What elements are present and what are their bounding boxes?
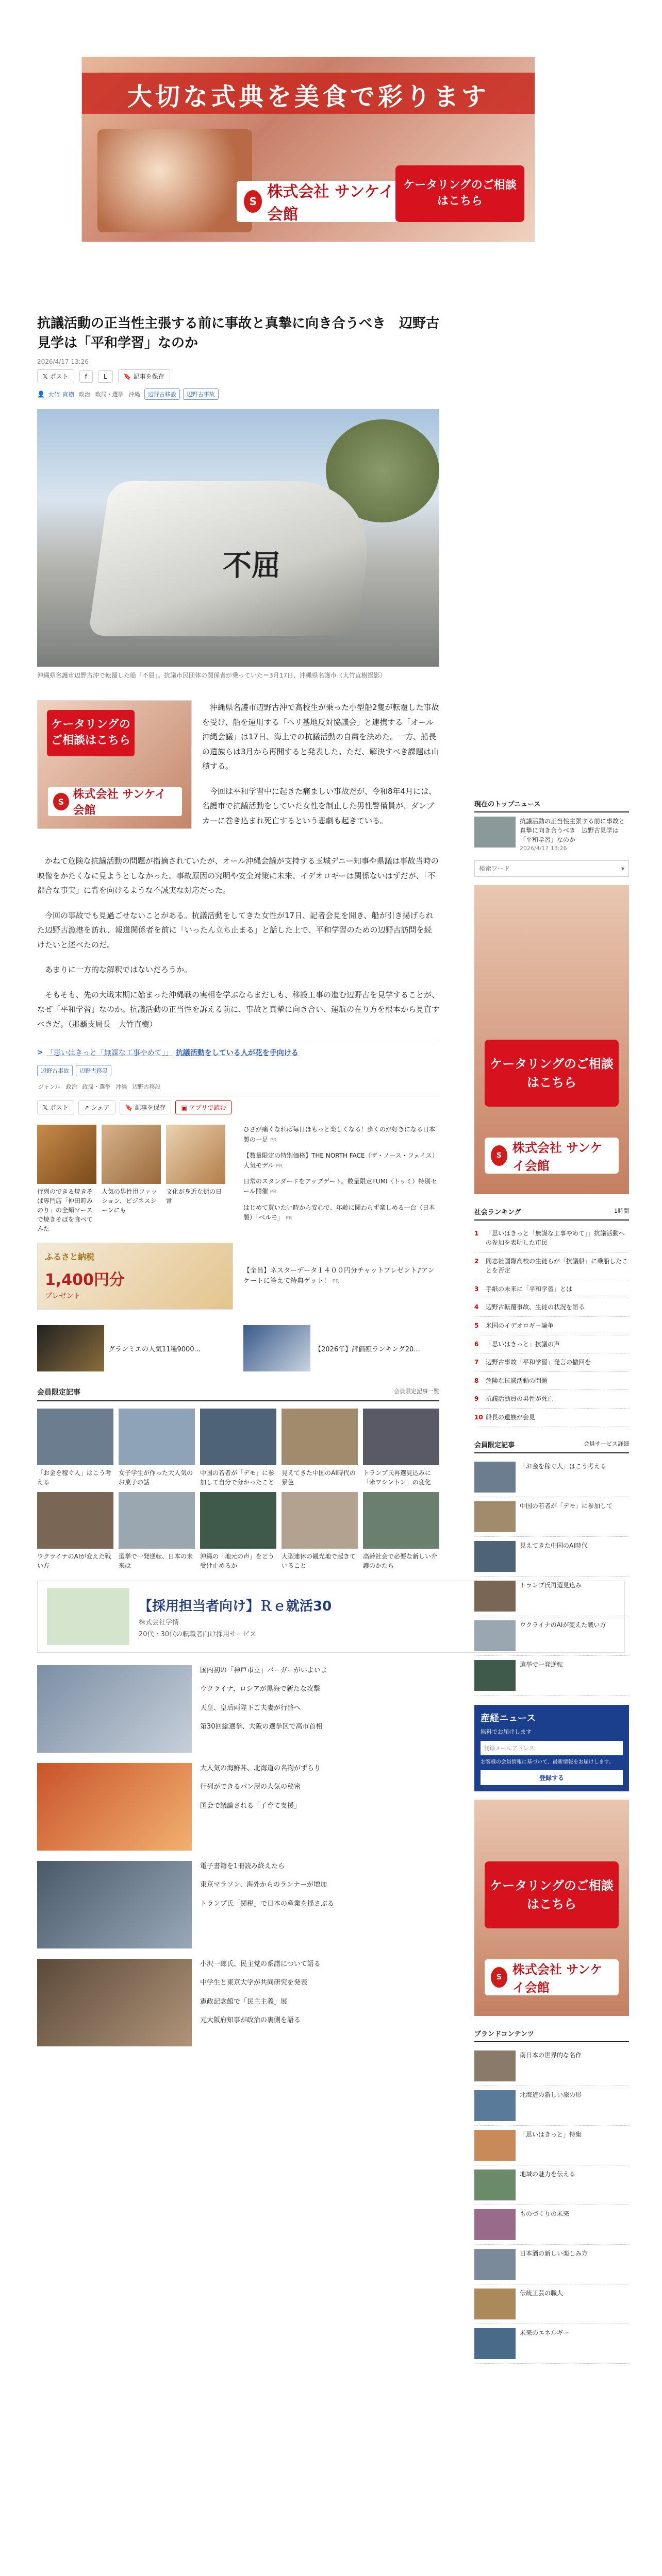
x-share-label: ポスト <box>49 373 69 381</box>
newsletter-box <box>474 1705 629 1791</box>
brand-item[interactable] <box>474 2205 629 2245</box>
bottom-list-row <box>37 1665 439 1753</box>
tag-okinawa[interactable]: 沖縄 <box>128 391 140 398</box>
article-headline: 抗議活動の正当性主張する前に事故と真摯に向き合うべき 辺野古見学は「平和学習」なのか <box>37 316 440 351</box>
bottom-list-row <box>37 1763 439 1851</box>
bottom-list-links <box>200 1959 439 2046</box>
ranking-number: 10 <box>474 1414 483 1421</box>
newsletter-note: お客様の会員情報に基づいて、最新情報をお届けします。 <box>481 1759 614 1765</box>
logo-mark-icon: S <box>491 1967 507 1988</box>
ranking-number: 3 <box>474 1285 479 1293</box>
bottom-list-links <box>200 1665 439 1753</box>
related-links <box>37 1042 439 1114</box>
ranking-text: 「思いはきっと「無謀な工事やめて」」抗議活動への参加を表明した市民 <box>486 1229 625 1247</box>
members-grid <box>37 1409 439 1570</box>
banner-cta-button[interactable]: ケータリングのご相談はこちら <box>395 165 524 222</box>
logo-mark-icon: S <box>244 190 262 213</box>
ranking-text: 米国のイデオロギー論争 <box>486 1322 554 1330</box>
side-ad-cta[interactable]: ケータリングのご相談はこちら <box>485 1040 619 1107</box>
category-link[interactable]: 辺野古移設 <box>132 1083 161 1091</box>
pr-block <box>37 1125 439 1233</box>
ranking-text: 抗議活動員の男性が死亡 <box>486 1395 554 1403</box>
tag-election[interactable]: 政局・選挙 <box>95 391 124 398</box>
brand-text: 「思いはきっと」特集 <box>520 2130 582 2138</box>
brand-text: ものづくりの未来 <box>520 2210 570 2217</box>
pr-thumb[interactable] <box>102 1125 161 1233</box>
pr-thumb[interactable] <box>166 1125 225 1233</box>
pr-thumb-text: 人気の男性用ファッション、ビジネスシーンにも <box>102 1188 157 1214</box>
pr-link[interactable] <box>243 1203 439 1223</box>
article-paragraph: かねて危険な抗議活動の問題が指摘されていたが、オール沖縄会議が支持する玉城デニー知事や県議は事故当時の映像をかたくなに見ようとしなかった。事故原因の究明や安全対策に未来、イデオロギーは関係ないはずだが、「不都合な事実」に背を向けるような不誠実な対応だった。 <box>37 856 439 895</box>
brand-image <box>474 2289 516 2319</box>
inline-ad-logo <box>48 787 182 816</box>
bottom-list-link[interactable]: 憲政記念館で「民主主義」展 <box>200 1997 288 2006</box>
members-card-text: ウクライナのAIが変えた戦い方 <box>37 1553 111 1570</box>
pr-label: PR <box>270 1137 277 1143</box>
share-row <box>37 369 439 383</box>
members-card-image <box>119 1409 195 1465</box>
side-members-title <box>474 1439 629 1453</box>
chevron-down-icon: ▾ <box>621 865 624 872</box>
side-news-item[interactable] <box>474 817 629 853</box>
ranking-number: 2 <box>474 1257 479 1265</box>
recruit-desc: 20代・30代の転職者向け採用サービス <box>139 1630 257 1638</box>
recruit-title: 【採用担当者向け】Ｒｅ就活30 <box>139 1598 332 1614</box>
side-ad-logo-text: 株式会社 サンケイ会館 <box>512 1962 603 1995</box>
article-date: 2026/4/17 13:26 <box>37 358 89 366</box>
promo-ad-amount: 1,400円分 <box>45 1271 125 1290</box>
pr-text-links <box>243 1125 439 1233</box>
members-section-title <box>37 1387 439 1401</box>
members-card[interactable] <box>119 1409 195 1487</box>
sidebar <box>474 799 629 2364</box>
x-icon: 𝕏 <box>43 1104 48 1111</box>
bookmark-icon: 🔖 <box>123 372 131 380</box>
brand-title <box>474 2028 629 2042</box>
members-card-text: トランプ氏再選見込みに「米ワシントン」の変化 <box>363 1469 432 1486</box>
ranking-text: 同志社国際高校の生徒らが「抗議船」に乗船したことを否定 <box>486 1257 628 1275</box>
members-card-image <box>200 1409 276 1465</box>
brand-text: 未来のエネルギー <box>520 2329 570 2336</box>
members-card[interactable] <box>282 1492 358 1570</box>
mini-card-text: 【2026年】評価額ランキング20... <box>315 1345 420 1353</box>
members-card[interactable] <box>363 1492 439 1570</box>
side-members-item[interactable] <box>474 1656 629 1696</box>
bottom-list-row <box>37 1959 439 2046</box>
side-members-item[interactable] <box>474 1616 629 1656</box>
bottom-list-image[interactable] <box>37 1959 192 2046</box>
ranking-number: 8 <box>474 1377 479 1384</box>
spacer <box>37 838 439 854</box>
article-body <box>37 700 439 1031</box>
inline-ad-logo-text: 株式会社 サンケイ会館 <box>73 788 167 818</box>
app-label: アプリで読む <box>189 1104 226 1112</box>
bottom-list-link[interactable]: 元大阪府知事が政治の裏側を語る <box>200 2016 301 2024</box>
members-card-text: 「お金を稼ぐ人」はこう考える <box>37 1469 112 1486</box>
members-card[interactable] <box>200 1492 276 1570</box>
pr-thumb-image <box>166 1125 225 1184</box>
members-card-image <box>37 1492 113 1549</box>
pr-thumb-image <box>37 1125 96 1184</box>
ranking-item[interactable] <box>474 1298 629 1317</box>
promo-ad-title: ふるさと納税 <box>45 1252 95 1262</box>
article-paragraph: 今回は平和学習中に起きた痛ましい事故だが、令和8年4月には、名護市で抗議活動をしていた女性を制止した男性警備員が、ダンプカーに巻き込まれ死亡するという悲劇も起きている。 <box>202 786 437 825</box>
bottom-list-link[interactable]: 行列ができるパン屋の人気の秘密 <box>200 1783 301 1791</box>
x-share-button[interactable] <box>37 369 74 383</box>
bookmark-label: 記事を保存 <box>133 373 164 381</box>
logo-mark-icon: S <box>53 793 69 810</box>
brand-heading: ブランドコンテンツ <box>474 2030 534 2038</box>
banner-title: 大切な式典を美食で彩ります <box>127 82 489 111</box>
side-members-item[interactable] <box>474 1577 629 1616</box>
members-card-text: 中国の若者が「デモ」に参加して自分で分かったこと <box>200 1469 275 1486</box>
ranking-number: 5 <box>474 1322 479 1330</box>
author-icon: 👤 <box>37 391 45 398</box>
pr-thumb-image <box>102 1125 161 1184</box>
members-card-text: 沖縄の「地元の声」をどう受け止めるか <box>200 1553 275 1570</box>
members-card-image <box>119 1492 195 1549</box>
top-banner-ad[interactable] <box>81 57 535 242</box>
bottom-list <box>37 1665 439 2046</box>
banner-logo <box>237 181 402 222</box>
mini-cards <box>37 1325 439 1371</box>
brand-item[interactable] <box>474 2046 629 2086</box>
members-card[interactable] <box>37 1409 113 1487</box>
side-members-text: 見えてきた中国のAI時代 <box>520 1541 588 1549</box>
ranking-number: 7 <box>474 1359 479 1366</box>
members-card-text: 高齢社会で必要な新しい介護のかたち <box>363 1553 438 1570</box>
members-card[interactable] <box>363 1409 439 1487</box>
members-card-image <box>37 1409 113 1465</box>
side-news-image <box>474 817 516 848</box>
ranking-text: 船長の遺族が会見 <box>486 1414 536 1421</box>
newsletter-subtitle: 無料でお届けします <box>481 1728 532 1735</box>
mini-card[interactable] <box>243 1325 439 1371</box>
members-card[interactable] <box>37 1492 113 1570</box>
logo-mark-icon: S <box>491 1145 507 1166</box>
bottom-list-image[interactable] <box>37 1763 192 1851</box>
pr-link-text: はじめて買いたい時から安心で、年齢に関わらず楽しめる一台（日本製）「ベルモ」 <box>243 1204 435 1221</box>
members-card-text: 選挙で一発逆転、日本の未来は <box>119 1553 193 1570</box>
brand-image <box>474 2090 516 2121</box>
pr-link[interactable] <box>243 1125 439 1144</box>
mini-card[interactable] <box>37 1325 233 1371</box>
app-button[interactable] <box>175 1100 231 1114</box>
recruit-company: 株式会社学情 <box>139 1618 179 1626</box>
pr-link[interactable] <box>243 1151 439 1171</box>
side-members-item[interactable] <box>474 1537 629 1577</box>
side-members-image <box>474 1501 516 1532</box>
brand-image <box>474 2328 516 2359</box>
x-icon: 𝕏 <box>43 372 48 380</box>
facebook-icon: f <box>85 372 87 380</box>
side-members-item[interactable] <box>474 1458 629 1497</box>
ranking-period[interactable]: 1時間 <box>614 1207 629 1214</box>
ranking-text: 危険な抗議活動の問題 <box>486 1377 548 1384</box>
bottom-list-link[interactable]: 第30回総選挙、大阪の選挙区で高市首相 <box>200 1722 323 1731</box>
ranking-item[interactable] <box>474 1280 629 1299</box>
category-link[interactable]: 政治 <box>65 1083 77 1091</box>
pr-label: PR <box>270 1189 277 1195</box>
pr-link-text: 【数量限定の特別価格】THE NORTH FACE（ザ・ノース・フェイス）人気モデル <box>243 1151 438 1169</box>
promo-text[interactable] <box>243 1266 439 1287</box>
members-card-image <box>282 1492 358 1549</box>
brand-text: 南日本の世界的な名作 <box>520 2051 582 2059</box>
bottom-list-link[interactable]: 電子書籍を1冊読み終えたら <box>200 1862 285 1871</box>
facebook-share-button[interactable] <box>79 370 93 383</box>
inline-ad[interactable] <box>37 700 192 829</box>
brand-text: 北海道の新しい旅の形 <box>520 2091 582 2098</box>
line-icon: L <box>103 372 107 380</box>
share-icon: ↗ <box>84 1104 89 1111</box>
category-link[interactable]: 沖縄 <box>115 1083 127 1091</box>
side-ad-logo <box>485 1959 619 1995</box>
side-members-text: トランプ氏再選見込み <box>520 1581 582 1589</box>
article-photo[interactable] <box>37 409 439 667</box>
related-link[interactable]: 「思いはきっと「無謀な工事やめて」」 <box>46 1049 173 1058</box>
bottom-list-links <box>200 1861 439 1948</box>
bottom-list-links <box>200 1763 439 1851</box>
bottom-list-link[interactable]: 国会で議論される「子育て支援」 <box>200 1802 301 1810</box>
bottom-list-link[interactable]: 小沢一郎氏、民主党の系譜について語る <box>200 1960 321 1969</box>
ranking-item[interactable] <box>474 1317 629 1335</box>
tag-politics[interactable]: 政治 <box>78 391 90 398</box>
members-card-text: 大型連休の観光地で起きていること <box>282 1553 356 1570</box>
side-members-item[interactable] <box>474 1497 629 1537</box>
ranking-text: 辺野古転覆事故、生徒の状況を語る <box>486 1303 585 1311</box>
ranking-item[interactable] <box>474 1225 629 1252</box>
bookmark-button[interactable] <box>118 369 170 383</box>
save-label: 記事を保存 <box>135 1104 166 1112</box>
side-ad-second[interactable] <box>474 1800 629 2016</box>
newsletter-title: 産経ニュース <box>481 1713 536 1724</box>
bottom-list-link[interactable]: ウクライナ、ロシアが黒海で新たな攻撃 <box>200 1685 320 1693</box>
share-button[interactable] <box>78 1100 115 1114</box>
side-news-body <box>520 817 629 853</box>
article-tags <box>37 388 439 400</box>
x-share-label: ポスト <box>49 1104 69 1112</box>
article-paragraph: そもそも、先の大戦末期に始まった沖縄戦の実相を学ぶならまだしも、移設工事の進む辺野古を見学することが、なぜ「平和学習」なのか。抗議活動の正当性を訴える前に、事故と真摯に向き合い、運航の在り方を根本から見直すべきだ。（那覇支局長 大竹直樹） <box>37 990 440 1029</box>
side-members-text: ウクライナのAIが変えた戦い方 <box>520 1621 606 1629</box>
ranking-number: 9 <box>474 1395 479 1403</box>
side-members-text: 「お金を稼ぐ人」はこう考える <box>520 1462 607 1470</box>
side-ad-logo-text: 株式会社 サンケイ会館 <box>512 1140 603 1173</box>
side-ad-logo <box>485 1138 619 1174</box>
tag-henoko-relocation[interactable]: 辺野古移設 <box>144 388 180 400</box>
pr-thumb[interactable] <box>37 1125 96 1233</box>
x-share-button[interactable] <box>37 1100 74 1114</box>
side-members-text: 選挙で一発逆転 <box>520 1660 564 1668</box>
pr-thumb-text: 行列のできる焼きそば専門店「仲田町みのり」の全麺ソースで焼きそばを食べてみた <box>37 1188 93 1233</box>
members-card-image <box>363 1409 439 1465</box>
pr-link[interactable] <box>243 1177 439 1196</box>
bottom-list-link[interactable]: 東京マラソン、海外からのランナーが増加 <box>200 1881 327 1889</box>
banner-logo-text: 株式会社 サンケイ会館 <box>267 183 394 224</box>
mini-card-text: グランミエの人気11種9000... <box>108 1345 201 1353</box>
search-placeholder: 検索ワード <box>479 865 510 872</box>
newsletter-email-field[interactable]: 登録メールアドレス <box>481 1741 623 1755</box>
save-button[interactable] <box>120 1100 172 1114</box>
members-card-image <box>200 1492 276 1549</box>
ranking-number: 1 <box>474 1229 479 1237</box>
side-members-image <box>474 1541 516 1572</box>
bottom-list-image[interactable] <box>37 1665 192 1753</box>
brand-item[interactable] <box>474 2165 629 2205</box>
members-card-text: 見えてきた中国のAI時代の景色 <box>282 1469 356 1486</box>
side-news-title <box>474 799 629 812</box>
side-news-date: 2026/4/17 13:26 <box>520 845 567 852</box>
related-row <box>37 1042 439 1060</box>
members-card-image <box>282 1409 358 1465</box>
brand-item[interactable] <box>474 2284 629 2324</box>
brand-text: 地域の魅力を伝える <box>520 2170 576 2178</box>
main-column <box>37 314 439 2057</box>
promo-ad-sub: プレゼント <box>45 1292 81 1301</box>
promo-text-body: 【全員】ネスターデータ１４００円分チャットプレゼント♪アンケートに答えて特典ゲット！ <box>243 1266 435 1285</box>
ranking-item[interactable] <box>474 1390 629 1409</box>
bottom-list-link[interactable]: 中学生と東京大学が共同研究を発表 <box>200 1979 308 1987</box>
brand-item[interactable] <box>474 2324 629 2364</box>
pr-label: PR <box>276 1163 283 1169</box>
brand-item[interactable] <box>474 2086 629 2126</box>
article-paragraph: 今回の事故でも見過ごせないことがある。抗議活動をしてきた女性が17日、記者会見を開き、船が引き揚げられた辺野古漁港を訪れ、報道関係者を前に「いったん立ち止まる」と話した上で、平和学習のための辺野古訪問を続けたいと述べたのだ。 <box>37 910 434 950</box>
ranking-title <box>474 1207 629 1221</box>
promo-ad[interactable] <box>37 1243 233 1310</box>
ranking-heading: 社会ランキング <box>474 1208 521 1216</box>
pr-label: PR <box>332 1279 339 1285</box>
side-members-text: 中国の若者が「デモ」に参加して <box>520 1502 613 1510</box>
pr-thumbs <box>37 1125 233 1233</box>
arrow-icon: > <box>37 1048 43 1057</box>
pr-label: PR <box>285 1215 292 1221</box>
side-ad[interactable] <box>474 885 629 1194</box>
members-card-text: 女子学生が作った大人気のお菓子の話 <box>119 1469 193 1486</box>
side-members-image <box>474 1620 516 1651</box>
mini-card-image <box>243 1325 310 1371</box>
bottom-list-row <box>37 1861 439 1948</box>
side-members-image <box>474 1462 516 1493</box>
photo-caption: 沖縄県名護市辺野古沖で転覆した船「不屈」。抗議市民団体の関係者が乗っていた＝3月17日、沖縄県名護市（大竹直樹撮影） <box>37 672 386 680</box>
inline-ad-cta[interactable]: ケータリングのご相談はこちら <box>47 710 135 756</box>
side-members-image <box>474 1581 516 1612</box>
side-ad-cta[interactable]: ケータリングのご相談はこちら <box>485 1861 619 1928</box>
pr-link-text: ひざが痛くなれば毎日ほもっと楽しくなる！歩くのが好きになる日本製の一足 <box>243 1126 436 1143</box>
ranking-number: 4 <box>474 1303 479 1311</box>
mini-card-image <box>37 1325 104 1371</box>
photo-boat-name: 不屈 <box>223 549 280 583</box>
members-card[interactable] <box>200 1409 276 1487</box>
bottom-list-link[interactable]: 大人気の海鮮丼、北海道の名物がずらり <box>200 1765 321 1773</box>
brand-text: 伝統工芸の職人 <box>520 2289 564 2297</box>
brand-image <box>474 2249 516 2280</box>
ranking-item[interactable] <box>474 1372 629 1391</box>
ranking-item[interactable] <box>474 1335 629 1354</box>
bookmark-icon: 🔖 <box>125 1104 133 1111</box>
article-paragraph: 沖縄県名護市辺野古沖で高校生が乗った小型船2隻が転覆した事故を受け、船を運用する「ヘリ基地反対協議会」と連携する「オール沖縄会議」は17日、海上での抗議活動の自粛を決めた。一方、船長の遺族らは3月から再開すると発表した。ただ、解決すべき課題は山積する。 <box>202 703 439 771</box>
ranking-text: 辺野古事故「平和学習」発言の撤回を <box>486 1359 591 1366</box>
app-icon: ▣ <box>181 1104 187 1111</box>
members-card[interactable] <box>282 1409 358 1487</box>
members-card-image <box>363 1492 439 1549</box>
members-section-more-link[interactable]: 会員限定記事一覧 <box>394 1388 439 1395</box>
recruit-text <box>139 1596 332 1638</box>
side-members-heading: 会員限定記事 <box>474 1441 515 1449</box>
footer-tag[interactable]: 辺野古事故 <box>37 1065 73 1076</box>
newsletter-submit-button[interactable]: 登録する <box>481 1770 623 1785</box>
bottom-list-link[interactable]: 天皇、皇后両陛下ご夫妻が行啓へ <box>200 1704 301 1712</box>
banner-food-image <box>97 129 252 232</box>
brand-image <box>474 2209 516 2240</box>
side-members-more[interactable]: 会員サービス詳細 <box>584 1440 629 1447</box>
pr-link-text: 日常のスタンダードをアップデート。数量限定TUMI（トゥミ）特別セール開催 <box>243 1178 437 1195</box>
footer-tag[interactable]: 辺野古移設 <box>76 1065 111 1076</box>
recruit-image <box>47 1588 129 1645</box>
side-news-text: 抗議活動の正当性主張する前に事故と真摯に向き合うべき 辺野古見学は「平和学習」なのか <box>520 818 625 843</box>
brand-image <box>474 2170 516 2200</box>
bottom-list-link[interactable]: トランプ氏「関税」で日本の産業を揺さぶる <box>200 1900 335 1908</box>
tools-row <box>37 1096 439 1114</box>
category-link[interactable]: 政局・選挙 <box>82 1083 111 1091</box>
bottom-list-link[interactable]: 国内初の「神戸市立」バーガーがいよいよ <box>200 1667 327 1675</box>
brand-item[interactable] <box>474 2245 629 2284</box>
footer-tags <box>37 1065 439 1076</box>
ranking-item[interactable] <box>474 1353 629 1372</box>
brand-item[interactable] <box>474 2126 629 2165</box>
members-card[interactable] <box>119 1492 195 1570</box>
footer-categories <box>37 1081 439 1092</box>
ranking-item[interactable] <box>474 1409 629 1427</box>
side-news-heading: 現在のトップニュース <box>474 801 541 808</box>
brand-text: 日本酒の新しい楽しみ方 <box>520 2249 588 2257</box>
share-label: シェア <box>91 1104 110 1112</box>
ranking-text: 「思いはきっと」抗議の声 <box>486 1340 560 1348</box>
article-byline[interactable]: 大竹 直樹 <box>47 391 75 398</box>
article-paragraph: あまりに一方的な解釈ではないだろうか。 <box>45 965 192 975</box>
bottom-list-image[interactable] <box>37 1861 192 1948</box>
side-members-image <box>474 1660 516 1691</box>
line-share-button[interactable] <box>98 370 113 383</box>
pr-thumb-text: 文化が身近な街の日常 <box>166 1188 222 1205</box>
brand-image <box>474 2050 516 2081</box>
ranking-list <box>474 1225 629 1427</box>
page <box>0 57 662 2336</box>
promo-row <box>37 1243 439 1310</box>
ranking-number: 6 <box>474 1340 479 1348</box>
ranking-text: 手紙の未来に「平和学習」とは <box>486 1285 573 1293</box>
tag-henoko-accident[interactable]: 辺野古事故 <box>183 388 219 400</box>
members-section-heading: 会員限定記事 <box>37 1388 80 1397</box>
ranking-item[interactable] <box>474 1252 629 1280</box>
related-link[interactable]: 抗議活動をしている人が花を手向ける <box>175 1049 299 1058</box>
category-label: ジャンル <box>38 1083 61 1091</box>
brand-image <box>474 2130 516 2161</box>
search-input[interactable] <box>474 860 629 877</box>
